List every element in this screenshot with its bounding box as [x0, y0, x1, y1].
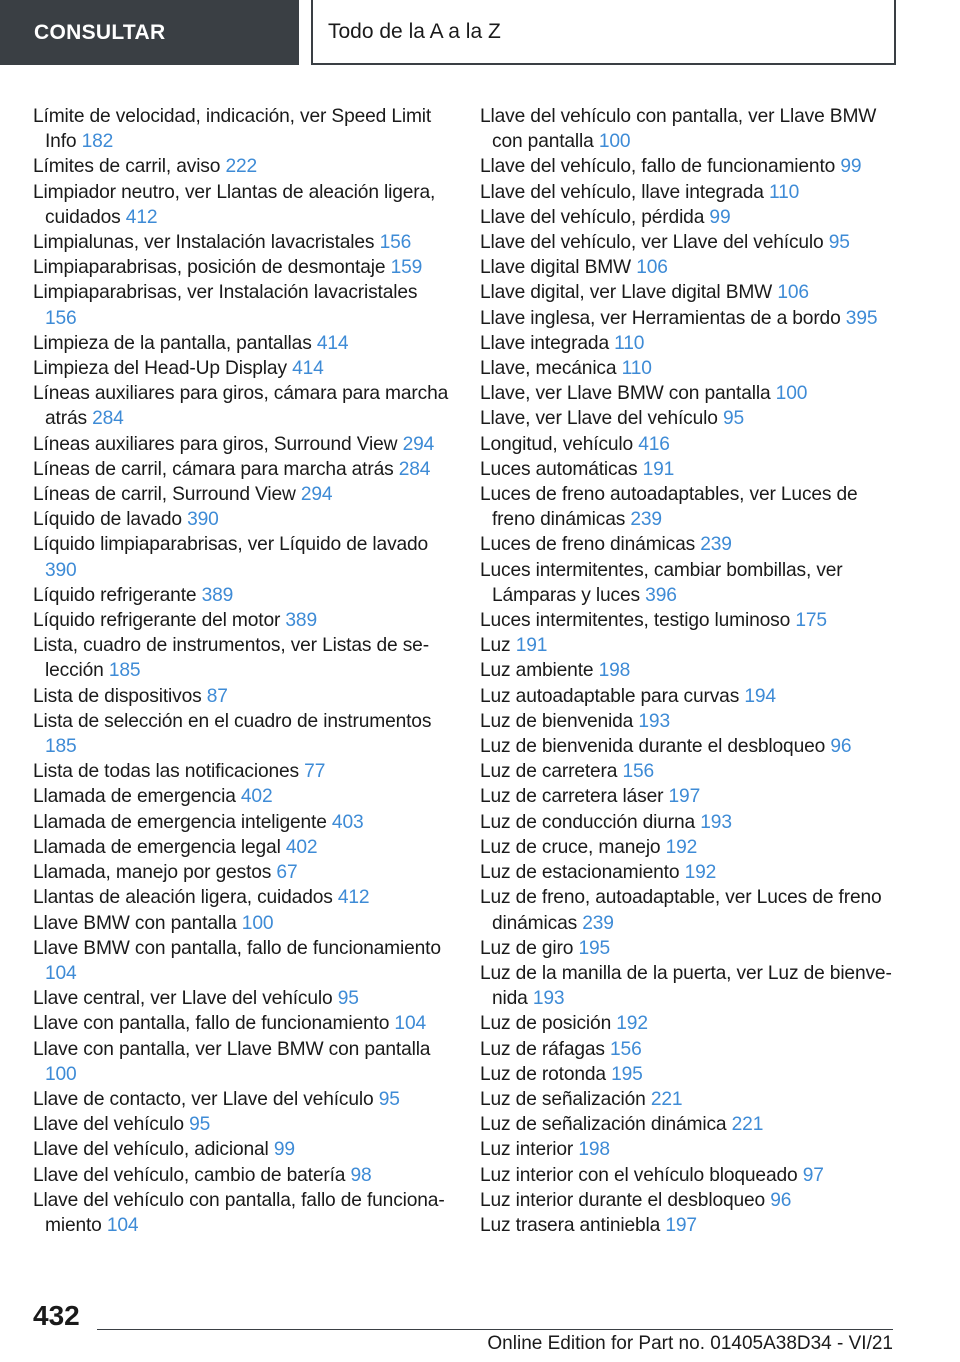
page-reference-link[interactable]: 99	[273, 1139, 295, 1161]
index-term: Luces intermitentes, cambiar bombillas, ver Lámparas y luces	[480, 559, 843, 606]
page-reference-link[interactable]: 110	[769, 181, 800, 203]
index-term: Llave del vehículo	[33, 1114, 184, 1136]
index-entry	[480, 1137, 900, 1162]
page-reference-link[interactable]: 403	[331, 811, 364, 833]
index-entry	[480, 306, 900, 331]
index-entry	[480, 633, 900, 658]
index-term: Luz autoadaptable para curvas	[480, 685, 740, 707]
index-term: Luces intermitentes, testigo luminoso	[480, 610, 791, 632]
index-entry	[33, 810, 453, 835]
index-entry	[33, 860, 453, 885]
index-entry	[480, 810, 900, 835]
index-entry	[33, 709, 453, 759]
page-reference-link[interactable]: 192	[684, 862, 717, 884]
page-reference-link[interactable]: 175	[795, 610, 827, 632]
page-reference-link[interactable]: 104	[106, 1214, 139, 1236]
page-reference-link[interactable]: 197	[665, 1214, 697, 1236]
index-entry	[480, 381, 900, 406]
index-term: Líquido limpiaparabrisas, ver Líquido de lavado	[33, 534, 429, 556]
index-term: Líneas de carril, cámara para marcha atrás	[33, 458, 394, 480]
index-term: Llave BMW con pantalla, fallo de funcionamiento	[33, 937, 441, 959]
page-reference-link[interactable]: 414	[292, 358, 324, 380]
index-term: Límite de velocidad, indicación, ver Speed Limit Info	[33, 106, 432, 153]
index-term: Llave inglesa, ver Herramientas de a bordo	[480, 307, 841, 329]
index-term: Llave del vehículo, adicional	[33, 1139, 269, 1161]
index-entry	[33, 936, 453, 986]
page-reference-link[interactable]: 294	[402, 433, 435, 455]
page-reference-link[interactable]: 284	[92, 408, 124, 430]
index-term: Llamada de emergencia inteligente	[33, 811, 327, 833]
index-entry	[480, 608, 900, 633]
index-entry	[480, 1163, 900, 1188]
index-term: Llave del vehículo con pantalla, ver Llave BMW con pantalla	[480, 106, 877, 153]
index-entry	[480, 1037, 900, 1062]
page-reference-link[interactable]: 96	[770, 1189, 792, 1211]
page-reference-link[interactable]: 402	[285, 836, 318, 858]
page-reference-link[interactable]: 194	[744, 685, 776, 707]
index-term: Líquido refrigerante	[33, 584, 197, 606]
page-reference-link[interactable]: 239	[700, 534, 732, 556]
page-reference-link[interactable]: 402	[240, 786, 273, 808]
index-entry	[480, 558, 900, 608]
page-reference-link[interactable]: 156	[379, 232, 412, 254]
page-reference-link[interactable]: 156	[610, 1038, 642, 1060]
index-term: Luz de freno, autoadaptable, ver Luces de freno dinámicas	[480, 887, 882, 934]
index-entry	[33, 835, 453, 860]
page-reference-link[interactable]: 192	[665, 836, 698, 858]
index-entry	[33, 331, 453, 356]
page-reference-link[interactable]: 390	[45, 559, 77, 581]
index-term: Llave del vehículo, cambio de batería	[33, 1164, 346, 1186]
page-reference-link[interactable]: 95	[378, 1088, 400, 1110]
index-entry	[480, 154, 900, 179]
page-reference-link[interactable]: 412	[125, 206, 158, 228]
index-entry	[480, 356, 900, 381]
index-term: Llamada de emergencia	[33, 786, 236, 808]
page-reference-link[interactable]: 156	[45, 307, 77, 329]
index-entry	[480, 482, 900, 532]
index-term: Luz de cruce, manejo	[480, 836, 661, 858]
index-term: Luz ambiente	[480, 660, 594, 682]
index-term: Luz de estacionamiento	[480, 862, 680, 884]
page-reference-link[interactable]: 185	[45, 736, 77, 758]
page-reference-link[interactable]: 100	[241, 912, 274, 934]
index-entry	[33, 885, 453, 910]
index-entry	[33, 104, 453, 154]
page-reference-link[interactable]: 284	[398, 458, 431, 480]
index-entry	[480, 784, 900, 809]
page-reference-link[interactable]: 98	[350, 1164, 372, 1186]
index-entry	[33, 583, 453, 608]
index-entry	[480, 684, 900, 709]
index-entry	[480, 457, 900, 482]
index-term: Líquido refrigerante del motor	[33, 610, 281, 632]
index-term: Luz	[480, 635, 511, 657]
index-term: Llave del vehículo, pérdida	[480, 206, 705, 228]
index-term: Lista de selección en el cuadro de instrumentos	[33, 710, 432, 732]
index-term: Líquido de lavado	[33, 509, 182, 531]
index-column-right	[480, 104, 900, 1238]
page-reference-link[interactable]: 156	[622, 761, 655, 783]
index-entry	[33, 532, 453, 582]
page-reference-link[interactable]: 192	[616, 1013, 648, 1035]
index-entry	[33, 432, 453, 457]
index-entry	[33, 180, 453, 230]
page-reference-link[interactable]: 193	[638, 710, 670, 732]
page-reference-link[interactable]: 396	[645, 584, 677, 606]
page-reference-link[interactable]: 104	[45, 962, 77, 984]
index-term: Llave del vehículo con pantalla, fallo de funcionamiento	[33, 1189, 445, 1236]
index-entry	[33, 633, 453, 683]
page-reference-link[interactable]: 195	[611, 1063, 643, 1085]
index-term: Llave digital BMW	[480, 257, 632, 279]
index-term: Limpialunas, ver Instalación lavacristales	[33, 232, 375, 254]
page-reference-link[interactable]: 87	[206, 685, 228, 707]
page-reference-link[interactable]: 193	[532, 988, 565, 1010]
page-reference-link[interactable]: 99	[840, 156, 862, 178]
index-term: Luces de freno dinámicas	[480, 534, 696, 556]
index-entry	[33, 280, 453, 330]
index-entry	[480, 885, 900, 935]
page-reference-link[interactable]: 191	[642, 458, 675, 480]
index-term: Luces de freno autoadaptables, ver Luces de freno dinámicas	[480, 484, 858, 531]
page-reference-link[interactable]: 412	[337, 887, 370, 909]
index-entry	[480, 331, 900, 356]
index-term: Llave digital, ver Llave digital BMW	[480, 282, 773, 304]
index-term: Luz de bienvenida	[480, 710, 634, 732]
index-term: Llave del vehículo, llave integrada	[480, 181, 764, 203]
index-term: Lista de dispositivos	[33, 685, 202, 707]
page-reference-link[interactable]: 185	[108, 660, 141, 682]
index-entry	[480, 759, 900, 784]
index-term: Luz de carretera	[480, 761, 618, 783]
index-entry	[33, 230, 453, 255]
page-reference-link[interactable]: 95	[828, 232, 850, 254]
page-reference-link[interactable]: 390	[187, 509, 219, 531]
page-reference-link[interactable]: 104	[394, 1013, 426, 1035]
index-entry	[33, 381, 453, 431]
index-entry	[480, 860, 900, 885]
index-entry	[33, 1112, 453, 1137]
index-term: Limpieza de la pantalla, pantallas	[33, 332, 312, 354]
index-term: Llamada de emergencia legal	[33, 836, 281, 858]
index-entry	[33, 154, 453, 179]
index-entry	[480, 961, 900, 1011]
page-reference-link[interactable]: 77	[304, 761, 326, 783]
index-entry	[33, 1163, 453, 1188]
page-reference-link[interactable]: 198	[578, 1139, 610, 1161]
index-entry	[480, 1112, 900, 1137]
page-reference-link[interactable]: 239	[630, 509, 662, 531]
page-reference-link[interactable]: 191	[515, 635, 548, 657]
index-term: Llave, ver Llave BMW con pantalla	[480, 383, 771, 405]
index-entry	[480, 1188, 900, 1213]
index-term: Líneas auxiliares para giros, Surround View	[33, 433, 398, 455]
index-entry	[33, 507, 453, 532]
page-reference-link[interactable]: 95	[189, 1114, 211, 1136]
index-term: Luz de posición	[480, 1013, 612, 1035]
index-term: Luz de ráfagas	[480, 1038, 605, 1060]
page-reference-link[interactable]: 222	[225, 156, 258, 178]
page-number: 432	[33, 1300, 80, 1331]
index-entry	[33, 1188, 453, 1238]
index-term: Llamada, manejo por gestos	[33, 862, 272, 884]
index-term: Llave, ver Llave del vehículo	[480, 408, 718, 430]
index-entry	[480, 230, 900, 255]
index-entry	[480, 104, 900, 154]
index-term: Llave central, ver Llave del vehículo	[33, 988, 333, 1010]
page-reference-link[interactable]: 221	[650, 1088, 683, 1110]
page-reference-link[interactable]: 100	[775, 383, 808, 405]
index-term: Llave con pantalla, fallo de funcionamiento	[33, 1013, 390, 1035]
index-term: Llave de contacto, ver Llave del vehículo	[33, 1088, 374, 1110]
page-reference-link[interactable]: 159	[390, 257, 423, 279]
index-term: Llantas de aleación ligera, cuidados	[33, 887, 333, 909]
page-reference-link[interactable]: 389	[201, 584, 234, 606]
index-entry	[33, 1137, 453, 1162]
footer-divider	[97, 1329, 893, 1330]
index-term: Luz de conducción diurna	[480, 811, 696, 833]
index-term: Luz interior	[480, 1139, 574, 1161]
index-entry	[480, 709, 900, 734]
index-term: Líneas auxiliares para giros, cámara para marcha atrás	[33, 383, 449, 430]
page-reference-link[interactable]: 182	[81, 131, 114, 153]
page-reference-link[interactable]: 97	[802, 1164, 824, 1186]
page-reference-link[interactable]: 395	[845, 307, 878, 329]
chapter-title: Todo de la A a la Z	[311, 0, 896, 65]
index-term: Limpiaparabrisas, posición de desmontaje	[33, 257, 386, 279]
index-term: Llave del vehículo, ver Llave del vehículo	[480, 232, 824, 254]
index-entry	[480, 658, 900, 683]
page-reference-link[interactable]: 95	[722, 408, 745, 430]
index-term: Llave con pantalla, ver Llave BMW con pantalla	[33, 1038, 431, 1060]
page-reference-link[interactable]: 198	[598, 660, 631, 682]
index-term: Límites de carril, aviso	[33, 156, 221, 178]
index-term: Limpieza del Head-Up Display	[33, 358, 287, 380]
index-term: Longitud, vehículo	[480, 433, 634, 455]
index-term: Luz interior durante el desbloqueo	[480, 1189, 766, 1211]
index-column-left	[33, 104, 453, 1238]
index-term: Líneas de carril, Surround View	[33, 484, 296, 506]
index-entry	[33, 684, 453, 709]
page-reference-link[interactable]: 100	[598, 131, 631, 153]
index-entry	[33, 911, 453, 936]
index-entry	[480, 734, 900, 759]
index-entry	[33, 1087, 453, 1112]
page-reference-link[interactable]: 110	[614, 332, 645, 354]
index-entry	[480, 180, 900, 205]
page-reference-link[interactable]: 100	[45, 1063, 77, 1085]
index-term: Luz interior con el vehículo bloqueado	[480, 1164, 798, 1186]
index-entry	[33, 482, 453, 507]
index-entry	[480, 406, 900, 431]
index-term: Llave integrada	[480, 332, 609, 354]
index-entry	[480, 532, 900, 557]
index-entry	[33, 608, 453, 633]
index-term: Luz trasera antiniebla	[480, 1214, 661, 1236]
index-entry	[480, 432, 900, 457]
index-entry	[33, 759, 453, 784]
index-term: Limpiaparabrisas, ver Instalación lavacristales	[33, 282, 418, 304]
index-term: Luz de bienvenida durante el desbloqueo	[480, 736, 826, 758]
index-entry	[480, 835, 900, 860]
page-reference-link[interactable]: 197	[668, 786, 701, 808]
index-entry	[480, 255, 900, 280]
index-entry	[33, 356, 453, 381]
page-reference-link[interactable]: 294	[300, 484, 333, 506]
index-term: Llave, mecánica	[480, 358, 617, 380]
page-reference-link[interactable]: 221	[731, 1114, 764, 1136]
index-entry	[33, 1011, 453, 1036]
page-reference-link[interactable]: 110	[621, 358, 652, 380]
page-reference-link[interactable]: 414	[316, 332, 349, 354]
page-reference-link[interactable]: 106	[636, 257, 668, 279]
index-term: Lista de todas las notificaciones	[33, 761, 299, 783]
section-title: CONSULTAR	[0, 0, 299, 65]
index-entry	[33, 457, 453, 482]
page-reference-link[interactable]: 193	[700, 811, 732, 833]
page-reference-link[interactable]: 106	[777, 282, 809, 304]
index-term: Llave BMW con pantalla	[33, 912, 237, 934]
index-entry	[480, 1213, 900, 1238]
page-reference-link[interactable]: 95	[337, 988, 359, 1010]
index-entry	[33, 1037, 453, 1087]
index-entry	[480, 1011, 900, 1036]
index-entry	[480, 1087, 900, 1112]
edition-footer: Online Edition for Part no. 01405A38D34 - VI/21	[487, 1333, 893, 1354]
index-term: Luz de rotonda	[480, 1063, 606, 1085]
page-reference-link[interactable]: 99	[709, 206, 731, 228]
index-entry	[480, 936, 900, 961]
index-term: Luz de señalización dinámica	[480, 1114, 727, 1136]
index-entry	[480, 205, 900, 230]
page-reference-link[interactable]: 195	[578, 937, 611, 959]
index-entry	[33, 784, 453, 809]
index-term: Limpiador neutro, ver Llantas de aleación ligera, cuidados	[33, 181, 436, 228]
page-reference-link[interactable]: 67	[276, 862, 298, 884]
index-term: Llave del vehículo, fallo de funcionamiento	[480, 156, 836, 178]
index-term: Luz de giro	[480, 937, 574, 959]
index-entry	[33, 986, 453, 1011]
index-term: Luz de carretera láser	[480, 786, 664, 808]
index-term: Luces automáticas	[480, 458, 638, 480]
index-entry	[480, 1062, 900, 1087]
page-reference-link[interactable]: 389	[285, 610, 317, 632]
index-entry	[33, 255, 453, 280]
page-reference-link[interactable]: 416	[638, 433, 670, 455]
page-reference-link[interactable]: 96	[830, 736, 852, 758]
index-term: Lista, cuadro de instrumentos, ver Listas de selección	[33, 635, 430, 682]
index-term: Luz de la manilla de la puerta, ver Luz de bienvenida	[480, 962, 892, 1010]
page-header	[0, 0, 960, 66]
index-term: Luz de señalización	[480, 1088, 646, 1110]
page-reference-link[interactable]: 239	[582, 912, 614, 934]
index-entry	[480, 280, 900, 305]
